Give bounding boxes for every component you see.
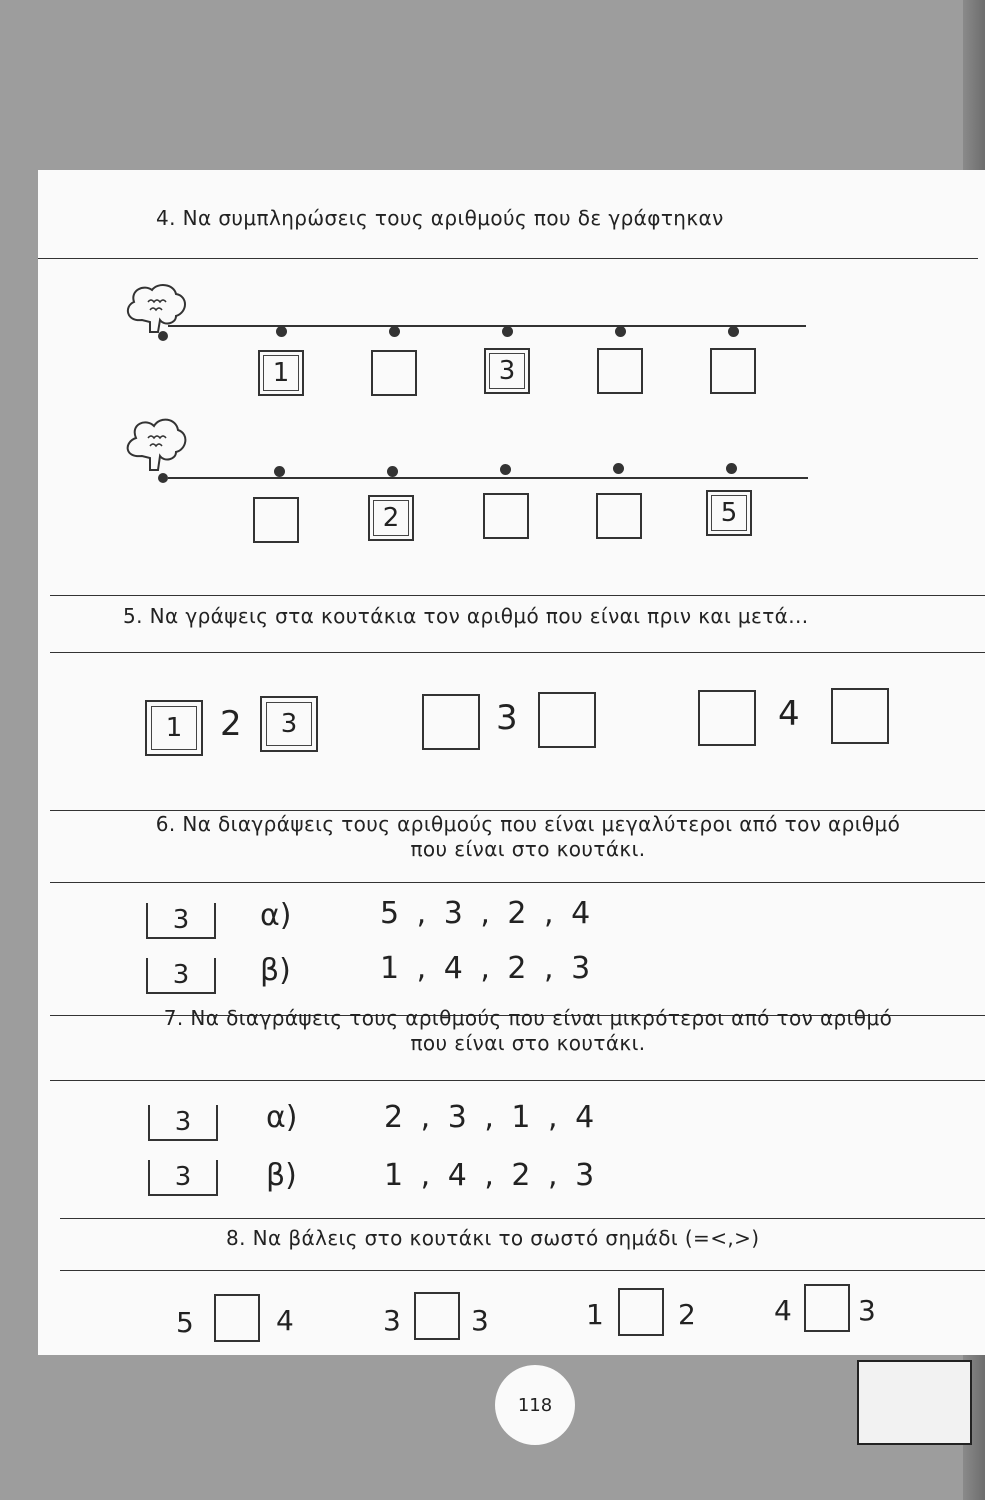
number-line-dot xyxy=(502,326,513,337)
divider xyxy=(50,652,985,653)
number-line-dot xyxy=(615,326,626,337)
exercise4-title: 4. Να συμπληρώσεις τους αριθμούς που δε γράφτηκαν xyxy=(156,206,724,230)
middle-number: 2 xyxy=(220,704,242,744)
tree-icon xyxy=(120,412,192,484)
divider xyxy=(38,258,978,259)
answer-box[interactable] xyxy=(597,348,643,394)
compare-right: 2 xyxy=(678,1298,696,1331)
item-label: α) xyxy=(260,898,292,933)
answer-box[interactable]: 2 xyxy=(368,495,414,541)
divider xyxy=(60,1270,985,1271)
compare-left: 1 xyxy=(586,1298,604,1331)
compare-right: 3 xyxy=(471,1304,489,1337)
number-line-dot xyxy=(726,463,737,474)
number-sequence[interactable]: 5 , 3 , 2 , 4 xyxy=(380,896,595,931)
sign-box[interactable] xyxy=(804,1284,850,1332)
compare-right: 3 xyxy=(858,1294,876,1327)
tree-icon xyxy=(120,280,192,344)
number-line-dot xyxy=(613,463,624,474)
number-line-dot xyxy=(728,326,739,337)
reference-box: 3 xyxy=(148,1105,218,1141)
before-box[interactable] xyxy=(422,694,480,750)
compare-left: 5 xyxy=(176,1306,194,1339)
compare-left: 3 xyxy=(383,1304,401,1337)
number-sequence[interactable]: 2 , 3 , 1 , 4 xyxy=(384,1100,599,1135)
number-sequence[interactable]: 1 , 4 , 2 , 3 xyxy=(380,951,595,986)
worksheet-page xyxy=(38,170,985,1355)
answer-box[interactable] xyxy=(596,493,642,539)
sign-box[interactable] xyxy=(214,1294,260,1342)
answer-box[interactable] xyxy=(371,350,417,396)
reference-box: 3 xyxy=(146,903,216,939)
exercise6-title: 6. Να διαγράψεις τους αριθμούς που είναι μεγαλύτεροι από τον αριθμό που είναι στο κουτάκι. xyxy=(155,812,901,861)
sign-box[interactable] xyxy=(414,1292,460,1340)
divider xyxy=(50,595,985,596)
compare-right: 4 xyxy=(276,1304,294,1337)
answer-box[interactable] xyxy=(710,348,756,394)
after-box[interactable] xyxy=(831,688,889,744)
exercise8-title: 8. Να βάλεις στο κουτάκι το σωστό σημάδι (=<,>) xyxy=(226,1226,760,1250)
divider xyxy=(50,810,985,811)
reference-box: 3 xyxy=(148,1160,218,1196)
number-line-dot xyxy=(276,326,287,337)
divider xyxy=(50,1080,985,1081)
answer-box[interactable]: 3 xyxy=(484,348,530,394)
after-box[interactable]: 3 xyxy=(260,696,318,752)
answer-box[interactable]: 1 xyxy=(258,350,304,396)
divider xyxy=(60,1218,985,1219)
number-line-dot xyxy=(389,326,400,337)
exercise5-title: 5. Να γράψεις στα κουτάκια τον αριθμό που είναι πριν και μετά... xyxy=(123,604,809,628)
divider xyxy=(50,882,985,883)
number-line-dot xyxy=(500,464,511,475)
number-line-dot xyxy=(274,466,285,477)
item-label: β) xyxy=(260,953,291,988)
after-box[interactable] xyxy=(538,692,596,748)
compare-left: 4 xyxy=(774,1294,792,1327)
item-label: β) xyxy=(266,1158,297,1193)
before-box[interactable]: 1 xyxy=(145,700,203,756)
answer-box[interactable] xyxy=(483,493,529,539)
exercise7-title: 7. Να διαγράψεις τους αριθμούς που είναι μικρότεροι από τον αριθμό που είναι στο κουτάκι. xyxy=(163,1006,893,1055)
number-line-dot xyxy=(387,466,398,477)
answer-box[interactable] xyxy=(253,497,299,543)
number-sequence[interactable]: 1 , 4 , 2 , 3 xyxy=(384,1158,599,1193)
sign-box[interactable] xyxy=(618,1288,664,1336)
number-line xyxy=(168,477,808,479)
item-label: α) xyxy=(266,1100,298,1135)
middle-number: 3 xyxy=(496,698,518,738)
answer-box[interactable]: 5 xyxy=(706,490,752,536)
middle-number: 4 xyxy=(778,694,800,734)
reference-box: 3 xyxy=(146,958,216,994)
number-line xyxy=(168,325,806,327)
before-box[interactable] xyxy=(698,690,756,746)
page-number: 118 xyxy=(495,1365,575,1445)
side-tab xyxy=(857,1360,972,1445)
